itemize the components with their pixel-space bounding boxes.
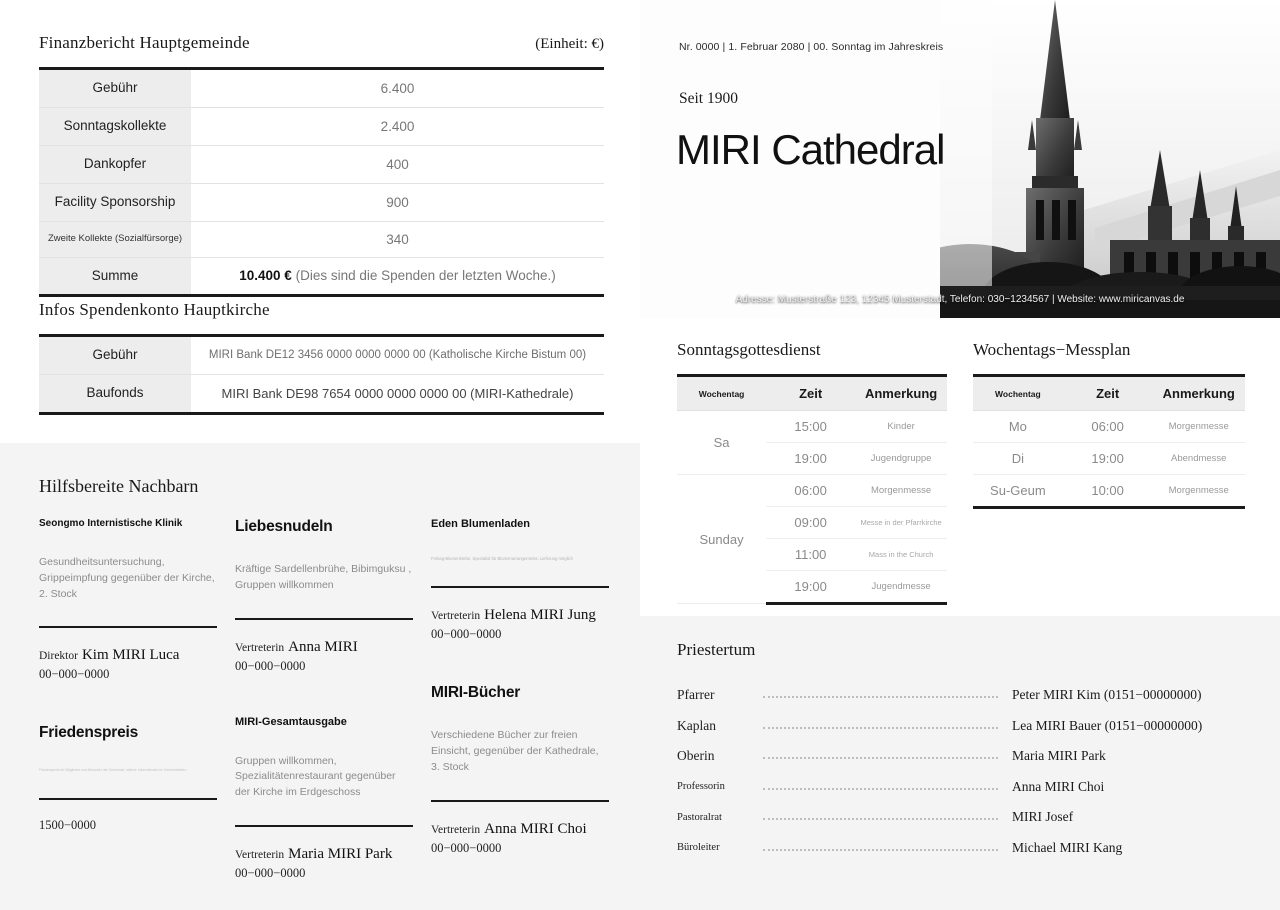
neighbors-column	[431, 518, 609, 910]
finance-title: Finanzbericht Hauptgemeinde	[39, 33, 250, 52]
neighbor-contact	[431, 606, 609, 624]
contact-name: Anna MIRI Choi	[484, 820, 587, 837]
divider	[39, 798, 217, 800]
neighbor-description: Freitag-Blumenkörbe, Spezialist für Blumenarrangements, Lieferung möglich	[431, 556, 573, 561]
sunday-schedule-title: Sonntagsgottesdienst	[677, 340, 821, 359]
contact-phone: 00−000−0000	[235, 865, 306, 880]
finance-total-value	[191, 257, 604, 296]
leader-dots	[763, 727, 998, 729]
priesthood-role: Pastoralrat	[677, 811, 722, 823]
priesthood-row	[677, 680, 1242, 711]
finance-report-block	[39, 33, 604, 297]
schedule-note: Morgenmesse	[1153, 475, 1246, 508]
contact-name: Helena MIRI Jung	[484, 607, 596, 624]
col-header-day: Wochentag	[973, 376, 1063, 411]
neighbor-card	[39, 518, 217, 682]
finance-header	[39, 33, 604, 53]
cathedral-title: MIRI Cathedral	[676, 126, 945, 173]
bank-header	[39, 300, 604, 320]
contact-role: Vertreterin	[235, 641, 285, 654]
priesthood-role: Professorin	[677, 781, 725, 793]
finance-row-label: Dankopfer	[39, 145, 191, 183]
finance-row-label: Facility Sponsorship	[39, 183, 191, 221]
finance-total-note: (Dies sind die Spenden der letzten Woche.)	[291, 268, 556, 284]
schedule-time: 19:00	[1063, 443, 1153, 475]
schedule-time: 06:00	[1063, 411, 1153, 443]
schedule-row	[973, 411, 1245, 443]
schedule-day: Di	[973, 443, 1063, 475]
schedule-day: Sunday	[677, 475, 766, 604]
schedule-row	[973, 443, 1245, 475]
contact-phone: 00−000−0000	[39, 667, 110, 682]
priesthood-role: Oberin	[677, 748, 715, 764]
neighbor-description: Friedenspreis für Mitglieder und Besucher der Gemeinde, nähere Informationen im Gemeindebüro	[39, 768, 187, 773]
table-row-total	[39, 257, 604, 296]
neighbor-card	[431, 684, 609, 855]
bank-row-value: MIRI Bank DE98 7654 0000 0000 0000 00 (MIRI-Kathedrale)	[191, 374, 604, 413]
neighbor-card	[39, 724, 217, 832]
priesthood-role: Pfarrer	[677, 687, 715, 703]
finance-row-label: Gebühr	[39, 69, 191, 108]
schedule-time: 09:00	[766, 507, 855, 539]
priesthood-list	[677, 680, 1242, 863]
neighbor-description: Gesundheitsuntersuchung, Grippeimpfung gegenüber der Kirche, 2. Stock	[39, 556, 215, 600]
leader-dots	[763, 757, 998, 759]
neighbor-description: Verschiedene Bücher zur freien Einsicht, gegenüber der Kathedrale, 3. Stock	[431, 729, 599, 773]
priesthood-role: Büroleiter	[677, 842, 720, 854]
bank-row-label: Baufonds	[39, 374, 191, 413]
schedule-row	[677, 475, 947, 507]
neighbor-name: Friedenspreis	[39, 724, 139, 742]
schedule-time: 15:00	[766, 411, 855, 443]
schedule-note: Morgenmesse	[855, 475, 947, 507]
finance-row-value: 2.400	[191, 107, 604, 145]
divider	[39, 626, 217, 628]
col-header-note: Anmerkung	[1153, 376, 1246, 411]
divider	[431, 800, 609, 802]
bank-row-label: Gebühr	[39, 336, 191, 375]
contact-role: Vertreterin	[431, 610, 481, 623]
schedule-time: 19:00	[766, 571, 855, 604]
schedule-note: Jugendmesse	[855, 571, 947, 604]
leader-dots	[763, 849, 998, 851]
finance-row-value: 340	[191, 221, 604, 257]
finance-row-value: 6.400	[191, 69, 604, 108]
neighbor-contact	[39, 646, 217, 664]
contact-role: Direktor	[39, 650, 78, 663]
priesthood-name: MIRI Josef	[1012, 809, 1074, 825]
neighbors-column	[39, 518, 217, 910]
schedule-day: Sa	[677, 411, 766, 475]
table-row	[39, 221, 604, 257]
priesthood-role: Kaplan	[677, 717, 716, 733]
schedule-note: Morgenmesse	[1153, 411, 1246, 443]
schedule-note: Abendmesse	[1153, 443, 1246, 475]
neighbor-name: MIRI-Bücher	[431, 684, 521, 702]
contact-role: Vertreterin	[431, 823, 481, 836]
neighbor-contact	[235, 638, 413, 656]
address-line: Adresse: Musterstraße 123, 12345 Musterstadt, Telefon: 030−1234567 | Website: www.miricanvas.de	[735, 294, 1185, 305]
schedule-time: 06:00	[766, 475, 855, 507]
leader-dots	[763, 788, 998, 790]
contact-phone: 00−000−0000	[431, 840, 502, 855]
finance-total-amount: 10.400 €	[239, 268, 292, 284]
priesthood-title: Priestertum	[677, 640, 756, 659]
schedules-section	[640, 318, 1280, 616]
schedule-day: Su-Geum	[973, 475, 1063, 508]
leader-dots	[763, 818, 998, 820]
contact-phone: 00−000−0000	[431, 627, 502, 642]
finance-unit-label: (Einheit: €)	[535, 36, 604, 52]
issue-meta: Nr. 0000 | 1. Februar 2080 | 00. Sonntag im Jahreskreis	[679, 41, 944, 53]
contact-name: Kim MIRI Luca	[81, 647, 180, 664]
priesthood-row	[677, 772, 1242, 803]
weekday-schedule-title: Wochentags−Messplan	[973, 340, 1131, 359]
col-header-note: Anmerkung	[855, 376, 947, 411]
col-header-time: Zeit	[766, 376, 855, 411]
finance-row-label: Sonntagskollekte	[39, 107, 191, 145]
finance-total-label: Summe	[39, 257, 191, 296]
schedule-day: Mo	[973, 411, 1063, 443]
priesthood-row	[677, 833, 1242, 864]
weekday-schedule-table	[973, 374, 1245, 509]
finance-row-label: Zweite Kollekte (Sozialfürsorge)	[39, 221, 191, 257]
priesthood-name: Anna MIRI Choi	[1012, 778, 1105, 794]
col-header-time: Zeit	[1063, 376, 1153, 411]
schedule-note: Mass in the Church	[855, 539, 947, 571]
divider	[431, 586, 609, 588]
table-row	[39, 107, 604, 145]
sunday-schedule-table	[677, 374, 947, 605]
contact-phone: 00−000−0000	[235, 658, 306, 673]
schedule-note: Jugendgruppe	[855, 443, 947, 475]
neighbors-column	[235, 518, 413, 910]
neighbor-name: MIRI-Gesamtausgabe	[235, 715, 347, 728]
contact-name: Anna MIRI	[288, 638, 358, 655]
schedule-time: 11:00	[766, 539, 855, 571]
since-label: Seit 1900	[679, 90, 738, 107]
neighbor-name: Liebesnudeln	[235, 518, 333, 535]
neighbors-panel	[0, 443, 640, 910]
weekday-schedule	[973, 340, 1245, 509]
neighbor-name: Seongmo Internistische Klinik	[39, 518, 183, 529]
neighbor-card	[235, 518, 413, 674]
finance-table	[39, 67, 604, 297]
divider	[235, 618, 413, 620]
schedule-row	[973, 475, 1245, 508]
leader-dots	[763, 696, 998, 698]
neighbor-name: Eden Blumenladen	[431, 518, 531, 530]
hero-banner	[640, 0, 1280, 318]
col-header-day: Wochentag	[677, 376, 766, 411]
contact-name: Maria MIRI Park	[288, 845, 393, 862]
bank-info-block	[39, 300, 604, 415]
priesthood-name: Maria MIRI Park	[1012, 748, 1106, 764]
neighbor-card	[431, 518, 609, 642]
schedule-row	[677, 411, 947, 443]
sunday-schedule	[677, 340, 947, 605]
priesthood-name: Michael MIRI Kang	[1012, 839, 1123, 855]
priesthood-row	[677, 741, 1242, 772]
priesthood-name: Peter MIRI Kim (0151−00000000)	[1012, 687, 1202, 703]
bank-row-value: MIRI Bank DE12 3456 0000 0000 0000 00 (Katholische Kirche Bistum 00)	[191, 336, 604, 375]
table-row	[39, 145, 604, 183]
neighbor-card	[235, 716, 413, 881]
table-row	[39, 183, 604, 221]
neighbor-contact	[235, 845, 413, 863]
table-row	[39, 336, 604, 375]
priesthood-name: Lea MIRI Bauer (0151−00000000)	[1012, 717, 1203, 733]
finance-row-value: 900	[191, 183, 604, 221]
schedule-time: 19:00	[766, 443, 855, 475]
table-row	[39, 69, 604, 108]
neighbors-columns	[39, 518, 609, 910]
neighbor-contact	[431, 820, 609, 838]
neighbors-title: Hilfsbereite Nachbarn	[39, 476, 199, 496]
finance-row-value: 400	[191, 145, 604, 183]
contact-role: Vertreterin	[235, 848, 285, 861]
bank-title: Infos Spendenkonto Hauptkirche	[39, 300, 270, 319]
right-column	[640, 0, 1280, 910]
priesthood-panel	[640, 616, 1280, 910]
priesthood-row	[677, 711, 1242, 742]
table-row	[39, 374, 604, 413]
schedule-time: 10:00	[1063, 475, 1153, 508]
contact-phone: 1500−0000	[39, 817, 97, 832]
divider	[235, 825, 413, 827]
schedule-note: Kinder	[855, 411, 947, 443]
priesthood-row	[677, 802, 1242, 833]
neighbor-description: Kräftige Sardellenbrühe, Bibimguksu , Gruppen willkommen	[235, 563, 412, 591]
schedule-note: Messe in der Pfarrkirche	[855, 507, 947, 539]
neighbor-description: Gruppen willkommen, Spezialitätenrestaurant gegenüber der Kirche im Erdgeschoss	[235, 754, 396, 798]
bank-table	[39, 334, 604, 415]
